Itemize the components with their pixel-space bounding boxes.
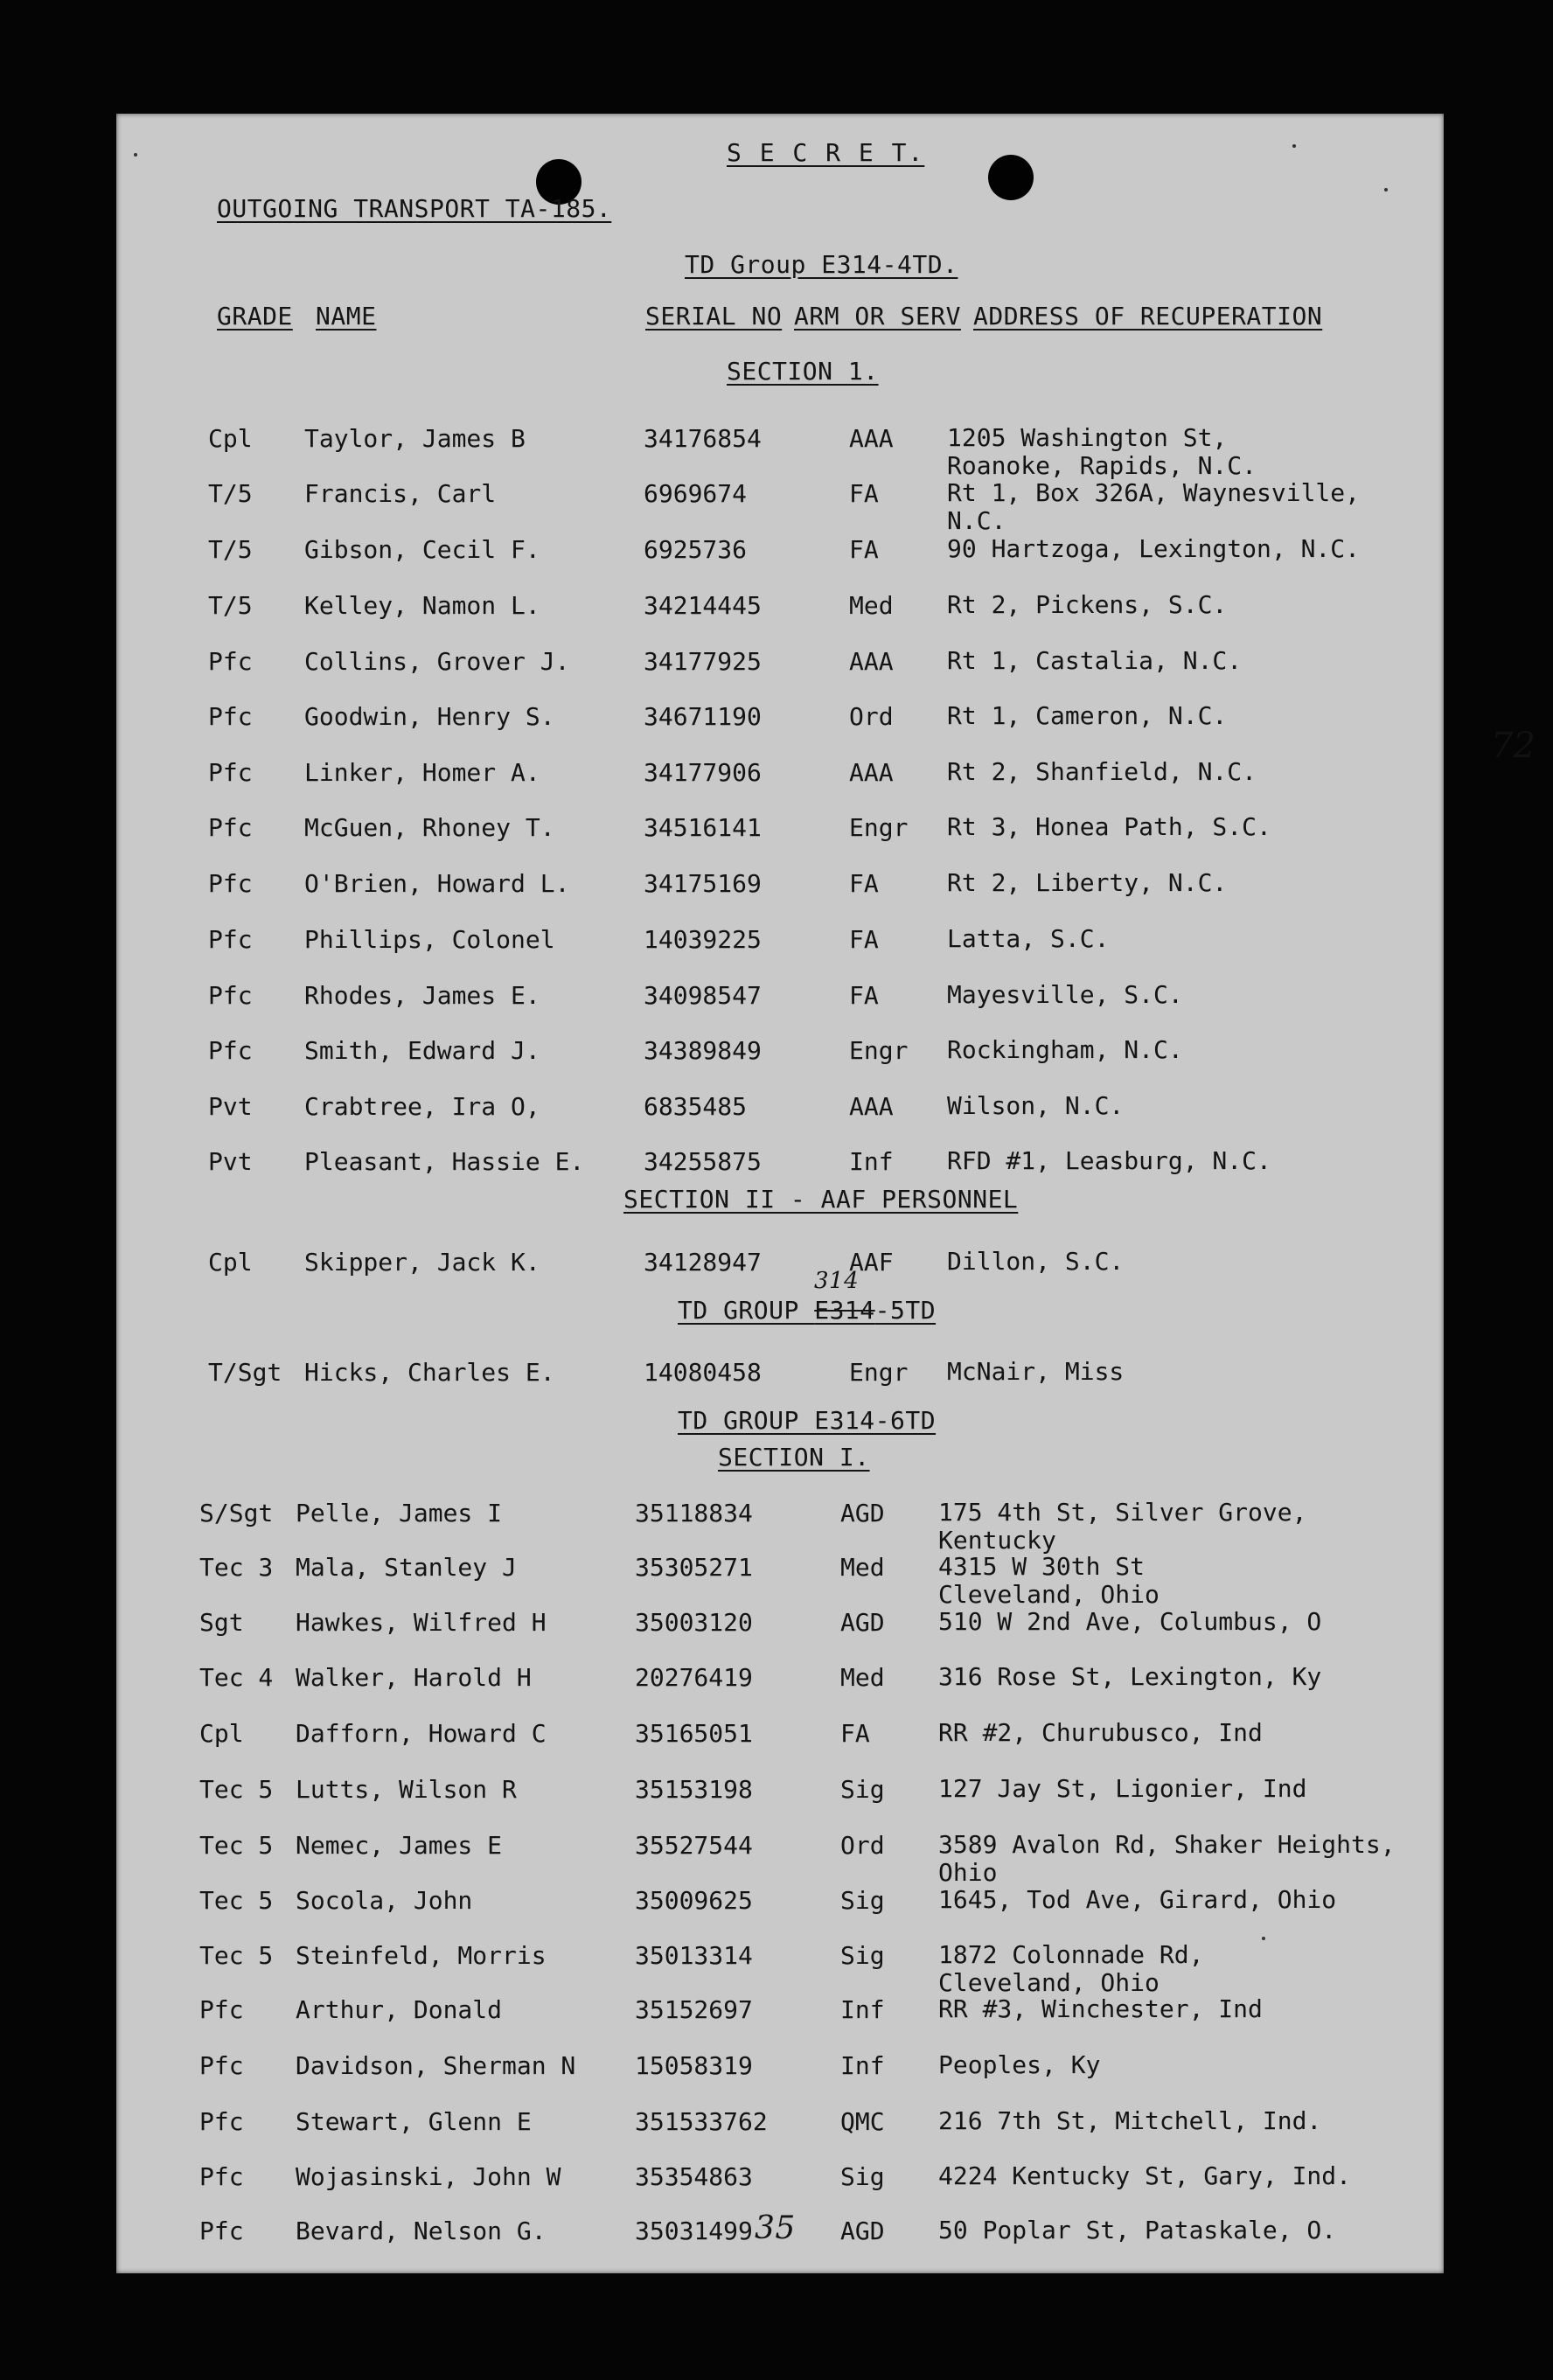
name-cell: Walker, Harold H [296, 1663, 532, 1692]
group-title: TD Group E314-4TD. [685, 250, 958, 279]
table-row [116, 758, 1444, 814]
address-cell [947, 647, 1242, 675]
table-row [116, 1092, 1444, 1148]
arm-cell: QMC [840, 2107, 885, 2136]
arm-cell: FA [849, 981, 879, 1010]
grade-cell: Pfc [208, 981, 253, 1010]
name-cell: Socola, John [296, 1886, 473, 1915]
arm-cell: AAA [849, 1092, 894, 1121]
section-2-heading: SECTION II - AAF PERSONNEL [623, 1185, 1019, 1214]
grade-cell: Cpl [208, 424, 253, 453]
address-cell [947, 479, 1360, 535]
name-cell: O'Brien, Howard L. [304, 869, 570, 898]
col-header-arm: ARM OR SERV [794, 302, 961, 331]
grade-cell: Tec 4 [199, 1663, 274, 1692]
address-line-1: Wilson, N.C. [947, 1091, 1125, 1120]
arm-cell: FA [849, 535, 879, 564]
address-line-1: 510 W 2nd Ave, Columbus, O [938, 1607, 1322, 1636]
serial-cell: 35305271 [635, 1553, 753, 1582]
arm-cell: Inf [849, 1147, 894, 1176]
address-line-1: 4224 Kentucky St, Gary, Ind. [938, 2161, 1352, 2190]
address-cell [947, 1147, 1271, 1175]
serial-cell: 34389849 [644, 1036, 762, 1065]
grade-cell: Tec 5 [199, 1941, 274, 1970]
arm-cell: Sig [840, 2162, 885, 2191]
serial-cell: 35003120 [635, 1608, 753, 1637]
table-row [116, 1553, 1444, 1609]
grade-cell: Pfc [208, 1036, 253, 1065]
table-row [116, 1719, 1444, 1775]
transport-title: OUTGOING TRANSPORT TA-185. [217, 194, 612, 223]
serial-cell: 20276419 [635, 1663, 753, 1692]
address-line-1: RFD #1, Leasburg, N.C. [947, 1146, 1271, 1175]
address-cell [947, 1036, 1183, 1064]
group-5-handwritten: 314 [814, 1268, 860, 1294]
address-line-1: 216 7th St, Mitchell, Ind. [938, 2106, 1322, 2135]
address-line-1: 175 4th St, Silver Grove, [938, 1498, 1307, 1527]
arm-cell: Med [840, 1663, 885, 1692]
name-cell: Francis, Carl [304, 479, 497, 508]
table-row [116, 1775, 1444, 1831]
arm-cell: AAA [849, 424, 894, 453]
address-cell [938, 1608, 1321, 1636]
address-line-1: 1645, Tod Ave, Girard, Ohio [938, 1885, 1337, 1914]
name-cell: Hicks, Charles E. [304, 1358, 555, 1387]
arm-cell: AAA [849, 647, 894, 676]
name-cell: Mala, Stanley J [296, 1553, 517, 1582]
arm-cell: Ord [849, 702, 894, 731]
arm-cell: Engr [849, 1036, 909, 1065]
name-cell: Steinfeld, Morris [296, 1941, 547, 1970]
table-row [116, 813, 1444, 869]
arm-cell: FA [840, 1719, 870, 1748]
grade-cell: T/5 [208, 535, 253, 564]
grade-cell: Pfc [208, 702, 253, 731]
address-cell [938, 1941, 1203, 1997]
address-cell [938, 1719, 1263, 1747]
address-line-1: 4315 W 30th St [938, 1552, 1146, 1581]
serial-cell: 14080458 [644, 1358, 762, 1387]
name-cell: McGuen, Rhoney T. [304, 813, 555, 842]
grade-cell: Pfc [208, 647, 253, 676]
speck [134, 153, 137, 157]
serial-cell: 35527544 [635, 1831, 753, 1860]
name-cell: Pleasant, Hassie E. [304, 1147, 585, 1176]
serial-cell: 34671190 [644, 702, 762, 731]
grade-cell: T/5 [208, 479, 253, 508]
address-cell [947, 813, 1271, 841]
arm-cell: AGD [840, 1499, 885, 1528]
table-row [116, 647, 1444, 703]
name-cell: Davidson, Sherman N [296, 2051, 576, 2080]
table-row [116, 1886, 1444, 1942]
address-line-1: 3589 Avalon Rd, Shaker Heights, [938, 1830, 1396, 1859]
name-cell: Skipper, Jack K. [304, 1248, 540, 1277]
arm-cell: FA [849, 925, 879, 954]
address-line-2: Ohio [938, 1858, 998, 1887]
arm-cell: Sig [840, 1941, 885, 1970]
table-row [116, 535, 1444, 591]
punch-hole-right [988, 155, 1034, 200]
address-line-1: 316 Rose St, Lexington, Ky [938, 1662, 1322, 1691]
arm-cell: Ord [840, 1831, 885, 1860]
serial-cell: 34175169 [644, 869, 762, 898]
group-5-struck: E314 [814, 1296, 875, 1325]
address-cell [947, 1092, 1124, 1120]
table-row [116, 1663, 1444, 1719]
serial-cell: 34128947 [644, 1248, 762, 1277]
arm-cell: Engr [849, 813, 909, 842]
table-row [116, 479, 1444, 535]
arm-cell: Sig [840, 1886, 885, 1915]
grade-cell: T/5 [208, 591, 253, 620]
col-header-address: ADDRESS OF RECUPERATION [973, 302, 1323, 331]
name-cell: Bevard, Nelson G. [296, 2216, 547, 2245]
serial-cell: 34516141 [644, 813, 762, 842]
classification-marking: S E C R E T. [727, 138, 925, 167]
address-cell [938, 1995, 1263, 2023]
handwritten-annotation: 35 [755, 2210, 796, 2246]
serial-cell: 34177906 [644, 758, 762, 787]
table-row [116, 1036, 1444, 1092]
address-line-1: Latta, S.C. [947, 924, 1110, 953]
address-line-1: Peoples, Ky [938, 2050, 1101, 2079]
arm-cell: Med [849, 591, 894, 620]
table-row [116, 1358, 1444, 1414]
address-line-1: 127 Jay St, Ligonier, Ind [938, 1774, 1307, 1803]
table-row [116, 925, 1444, 981]
speck [1292, 144, 1296, 148]
address-cell [938, 1553, 1160, 1609]
address-cell [938, 2216, 1336, 2244]
address-cell [947, 758, 1257, 786]
arm-cell: AGD [840, 2216, 885, 2245]
table-row [116, 1147, 1444, 1203]
table-row [116, 869, 1444, 925]
name-cell: Goodwin, Henry S. [304, 702, 555, 731]
address-line-1: Rt 2, Liberty, N.C. [947, 868, 1228, 897]
serial-cell: 35165051 [635, 1719, 753, 1748]
address-line-1: 50 Poplar St, Pataskale, O. [938, 2216, 1337, 2244]
serial-cell: 35013314 [635, 1941, 753, 1970]
serial-cell: 35009625 [635, 1886, 753, 1915]
serial-cell: 34177925 [644, 647, 762, 676]
name-cell: Lutts, Wilson R [296, 1775, 517, 1804]
arm-cell: AGD [840, 1608, 885, 1637]
address-line-1: 1872 Colonnade Rd, [938, 1940, 1204, 1969]
address-line-2: N.C. [947, 506, 1006, 535]
address-cell [938, 2051, 1100, 2079]
name-cell: Stewart, Glenn E [296, 2107, 532, 2136]
name-cell: Taylor, James B [304, 424, 526, 453]
address-line-1: RR #3, Winchester, Ind [938, 1994, 1263, 2023]
address-line-2: Roanoke, Rapids, N.C. [947, 451, 1257, 480]
address-line-1: Rt 2, Shanfield, N.C. [947, 757, 1257, 786]
serial-cell: 35118834 [635, 1499, 753, 1528]
grade-cell: Tec 5 [199, 1831, 274, 1860]
name-cell: Collins, Grover J. [304, 647, 570, 676]
name-cell: Dafforn, Howard C [296, 1719, 547, 1748]
grade-cell: Pfc [208, 813, 253, 842]
grade-cell: Pfc [199, 2107, 244, 2136]
speck [1262, 1937, 1265, 1940]
address-cell [947, 591, 1227, 619]
grade-cell: Pfc [199, 1995, 244, 2024]
table-row [116, 1248, 1444, 1304]
document-page [116, 114, 1536, 2273]
address-line-2: Cleveland, Ohio [938, 1580, 1160, 1609]
address-line-1: Rt 1, Box 326A, Waynesville, [947, 478, 1361, 507]
grade-cell: T/Sgt [208, 1358, 282, 1387]
grade-cell: Pvt [208, 1092, 253, 1121]
address-line-1: Rockingham, N.C. [947, 1035, 1183, 1064]
table-row [116, 1831, 1444, 1887]
address-cell [947, 869, 1227, 897]
serial-cell: 34098547 [644, 981, 762, 1010]
address-cell [947, 1358, 1124, 1386]
address-cell [938, 1499, 1306, 1555]
serial-cell: 34176854 [644, 424, 762, 453]
address-cell [947, 702, 1227, 730]
table-row [116, 702, 1444, 758]
table-row [116, 1608, 1444, 1664]
serial-cell: 6969674 [644, 479, 748, 508]
name-cell: Hawkes, Wilfred H [296, 1608, 547, 1637]
name-cell: Phillips, Colonel [304, 925, 555, 954]
table-row [116, 591, 1444, 647]
page-number: 72 [1491, 726, 1536, 766]
name-cell: Kelley, Namon L. [304, 591, 540, 620]
grade-cell: Pvt [208, 1147, 253, 1176]
group-6-heading: TD GROUP E314-6TD [678, 1406, 937, 1435]
arm-cell: Engr [849, 1358, 909, 1387]
group-5-prefix: TD GROUP [678, 1296, 815, 1325]
grade-cell: Pfc [199, 2162, 244, 2191]
arm-cell: Inf [840, 2051, 885, 2080]
table-row [116, 1499, 1444, 1555]
speck [1384, 188, 1388, 191]
grade-cell: Pfc [208, 869, 253, 898]
address-line-1: RR #2, Churubusco, Ind [938, 1718, 1263, 1747]
address-cell [938, 1886, 1336, 1914]
name-cell: Linker, Homer A. [304, 758, 540, 787]
grade-cell: Cpl [199, 1719, 244, 1748]
serial-cell: 35031499 [635, 2216, 753, 2245]
table-row [116, 1995, 1444, 2051]
address-line-1: Mayesville, S.C. [947, 980, 1183, 1009]
address-line-1: 90 Hartzoga, Lexington, N.C. [947, 534, 1361, 563]
address-cell [947, 981, 1183, 1009]
col-header-name: NAME [316, 302, 377, 331]
address-cell [947, 424, 1257, 480]
address-cell [938, 2107, 1321, 2135]
group-6-section-heading: SECTION I. [718, 1443, 870, 1472]
grade-cell: Tec 3 [199, 1553, 274, 1582]
serial-cell: 351533762 [635, 2107, 768, 2136]
name-cell: Smith, Edward J. [304, 1036, 540, 1065]
arm-cell: AAA [849, 758, 894, 787]
name-cell: Wojasinski, John W [296, 2162, 561, 2191]
name-cell: Rhodes, James E. [304, 981, 540, 1010]
address-line-1: Rt 3, Honea Path, S.C. [947, 812, 1271, 841]
table-row [116, 981, 1444, 1037]
address-line-1: Dillon, S.C. [947, 1247, 1125, 1276]
grade-cell: Tec 5 [199, 1775, 274, 1804]
arm-cell: Sig [840, 1775, 885, 1804]
arm-cell: Inf [840, 1995, 885, 2024]
name-cell: Crabtree, Ira O, [304, 1092, 540, 1121]
section-1-heading: SECTION 1. [727, 357, 879, 386]
grade-cell: Pfc [208, 925, 253, 954]
address-cell [938, 1663, 1321, 1691]
address-line-1: Rt 2, Pickens, S.C. [947, 590, 1228, 619]
serial-cell: 15058319 [635, 2051, 753, 2080]
grade-cell: Pfc [199, 2216, 244, 2245]
arm-cell: Med [840, 1553, 885, 1582]
address-line-1: 1205 Washington St, [947, 423, 1228, 452]
address-line-1: Rt 1, Castalia, N.C. [947, 646, 1243, 675]
group-5-suffix: -5TD [874, 1296, 937, 1325]
serial-cell: 35152697 [635, 1995, 753, 2024]
serial-cell: 14039225 [644, 925, 762, 954]
grade-cell: Sgt [199, 1608, 244, 1637]
arm-cell: AAF [849, 1248, 894, 1277]
serial-cell: 35354863 [635, 2162, 753, 2191]
arm-cell: FA [849, 479, 879, 508]
address-cell [938, 2162, 1351, 2190]
address-line-2: Cleveland, Ohio [938, 1968, 1160, 1997]
address-cell [938, 1831, 1396, 1887]
name-cell: Pelle, James I [296, 1499, 503, 1528]
address-cell [938, 1775, 1306, 1803]
serial-cell: 6925736 [644, 535, 748, 564]
serial-cell: 35153198 [635, 1775, 753, 1804]
grade-cell: Pfc [208, 758, 253, 787]
serial-cell: 34214445 [644, 591, 762, 620]
address-line-1: Rt 1, Cameron, N.C. [947, 701, 1228, 730]
table-row [116, 2051, 1444, 2107]
name-cell: Nemec, James E [296, 1831, 503, 1860]
serial-cell: 34255875 [644, 1147, 762, 1176]
grade-cell: Pfc [199, 2051, 244, 2080]
table-row [116, 424, 1444, 480]
serial-cell: 6835485 [644, 1092, 748, 1121]
grade-cell: S/Sgt [199, 1499, 274, 1528]
grade-cell: Tec 5 [199, 1886, 274, 1915]
name-cell: Gibson, Cecil F. [304, 535, 540, 564]
address-cell [947, 535, 1360, 563]
table-row [116, 2107, 1444, 2163]
address-line-1: McNair, Miss [947, 1357, 1125, 1386]
address-line-2: Kentucky [938, 1526, 1056, 1555]
table-row [116, 1941, 1444, 1997]
col-header-serial: SERIAL NO [645, 302, 783, 331]
col-header-grade: GRADE [217, 302, 293, 331]
address-cell [947, 1248, 1124, 1276]
grade-cell: Cpl [208, 1248, 253, 1277]
arm-cell: FA [849, 869, 879, 898]
address-cell [947, 925, 1109, 953]
name-cell: Arthur, Donald [296, 1995, 503, 2024]
